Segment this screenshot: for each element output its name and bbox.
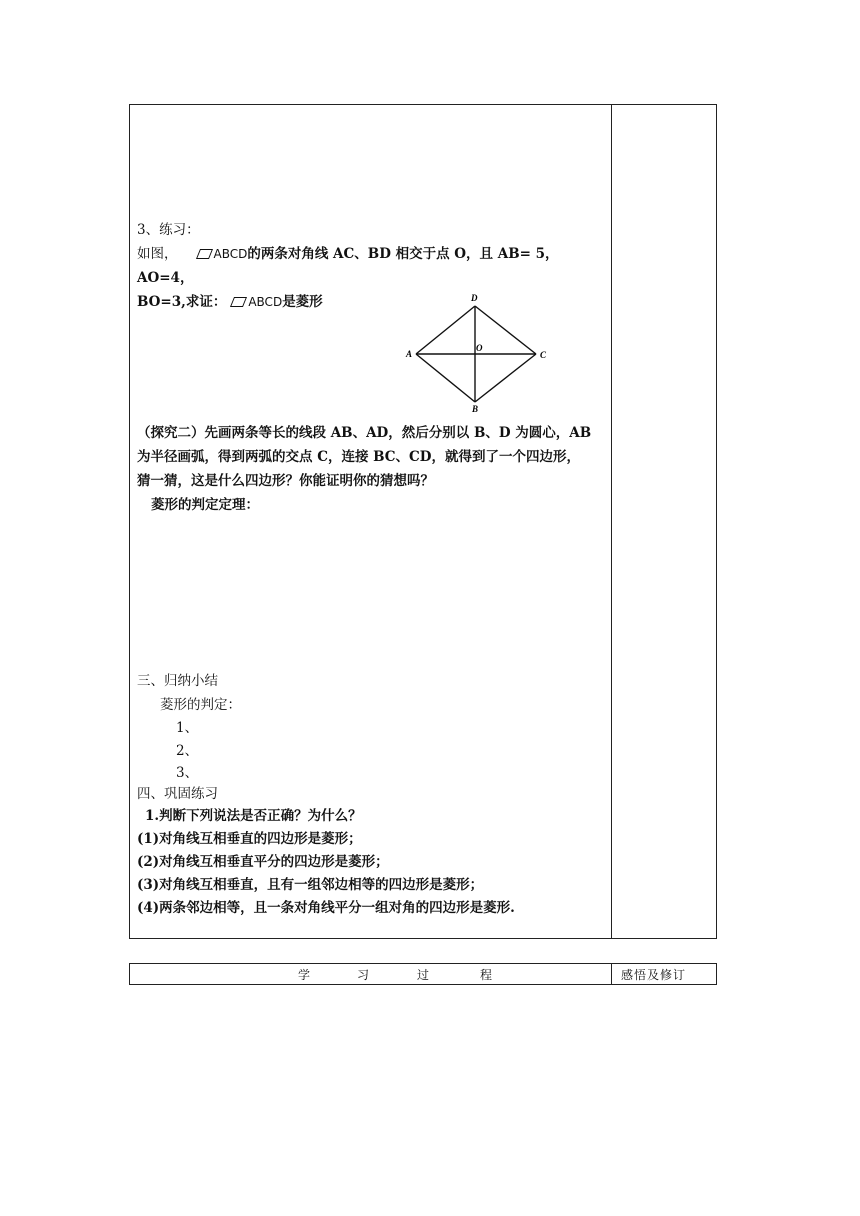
practice-heading: 四、巩固练习 xyxy=(137,786,218,802)
rhombus-figure xyxy=(400,288,560,418)
parallelogram-name: ABCD xyxy=(213,247,248,261)
footer-col-study: 过 xyxy=(417,968,430,982)
practice-item-1: (1)对角线互相垂直的四边形是菱形； xyxy=(137,831,362,847)
explore2-line1: （探究二）先画两条等长的线段 AB、AD，然后分别以 B、D 为圆心，AB xyxy=(137,425,592,441)
section3-line2-end: 是菱形 xyxy=(282,294,323,310)
side-ad xyxy=(416,306,475,354)
summary-item-3: 3、 xyxy=(176,765,199,781)
label-c: C xyxy=(540,350,547,360)
label-o: O xyxy=(476,343,483,353)
label-a: A xyxy=(406,349,413,359)
practice-question: 1.判断下列说法是否正确？为什么？ xyxy=(145,808,362,824)
section3-line1-rest: 的两条对角线 AC、BD 相交于点 O，且 AB= 5，AO=4， xyxy=(137,246,559,286)
side-dc xyxy=(475,306,536,354)
section3-line1-lead: 如图， xyxy=(137,246,178,262)
practice-item-3: (3)对角线互相垂直，且有一组邻边相等的四边形是菱形； xyxy=(137,877,484,893)
label-d: D xyxy=(471,293,478,303)
parallelogram-name: ABCD xyxy=(248,295,283,309)
rhombus-lines xyxy=(416,306,536,402)
explore2-line3: 猜一猜，这是什么四边形？你能证明你的猜想吗？ xyxy=(137,473,434,489)
summary-item-2: 2、 xyxy=(176,743,199,759)
practice-item-4: (4)两条邻边相等，且一条对角线平分一组对角的四边形是菱形. xyxy=(137,900,515,916)
footer-col-study: 程 xyxy=(480,968,493,982)
label-b: B xyxy=(472,404,479,414)
footer-divider xyxy=(611,963,612,985)
side-ba xyxy=(416,354,475,402)
explore2-line2: 为半径画弧，得到两弧的交点 C，连接 BC、CD，就得到了一个四边形， xyxy=(137,449,581,465)
summary-label: 菱形的判定： xyxy=(160,697,241,713)
practice-item-2: (2)对角线互相垂直平分的四边形是菱形； xyxy=(137,854,389,870)
parallelogram-symbol-icon xyxy=(230,297,247,307)
section3-line1 xyxy=(137,242,607,290)
summary-heading: 三、归纳小结 xyxy=(137,673,218,689)
table-divider xyxy=(611,104,612,939)
footer-col-study: 习 xyxy=(357,968,370,982)
section3-line2-lead: BO=3,求证： xyxy=(137,294,227,310)
summary-item-1: 1、 xyxy=(176,720,199,736)
side-cb xyxy=(475,354,536,402)
theorem-label: 菱形的判定定理： xyxy=(151,497,259,513)
explore2-block xyxy=(137,421,607,517)
section3-heading: 3、练习： xyxy=(137,222,200,238)
footer-col-study: 学 xyxy=(298,968,311,982)
parallelogram-symbol-icon xyxy=(195,249,212,259)
footer-col-revision: 感悟及修订 xyxy=(621,968,687,982)
